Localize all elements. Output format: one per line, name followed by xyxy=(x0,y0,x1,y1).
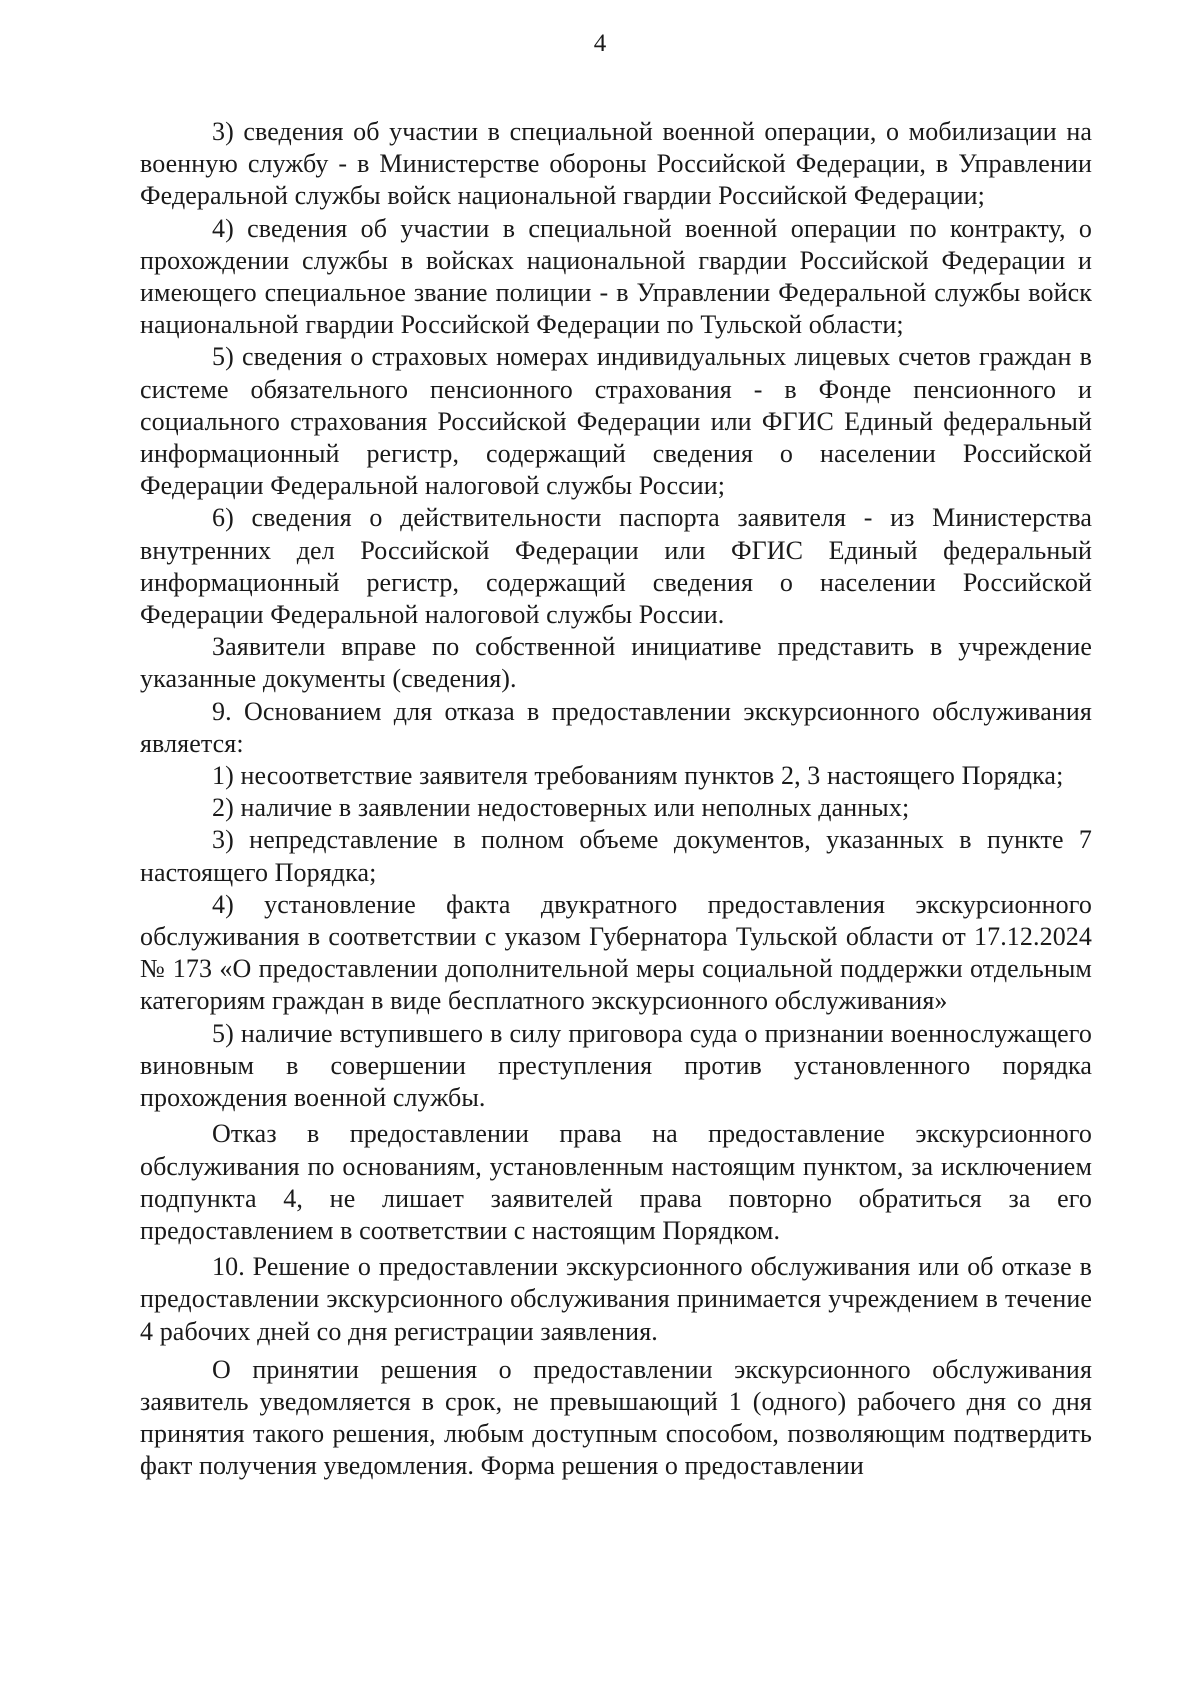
paragraph-refusal-1: 1) несоответствие заявителя требованиям пунктов 2, 3 настоящего Порядка; xyxy=(212,761,1064,791)
paragraph-decision-notice: О принятии решения о предоставлении экскурсионного обслуживания заявитель уведомляется в срок, не превышающий 1 (одного) рабочего дня со дня принятия такого решения, любым доступным способом, позволяющим подтвердить факт получения уведомления. Форма решения о предоставлении xyxy=(140,1354,1092,1481)
document-body xyxy=(140,116,1092,1483)
paragraph-refusal-2: 2) наличие в заявлении недостоверных или неполных данных; xyxy=(212,793,910,823)
page-number: 4 xyxy=(593,30,607,57)
paragraph-item-6: 6) сведения о действительности паспорта заявителя - из Министерства внутренних дел Российской Федерации или ФГИС Единый федеральный информационный регистр, содержащий сведения о населении Российской Федерации Федеральной налоговой службы России. xyxy=(140,503,1092,630)
paragraph-clause-9: 9. Основанием для отказа в предоставлении экскурсионного обслуживания является: xyxy=(140,696,1092,758)
paragraph-refusal-note: Отказ в предоставлении права на предоставление экскурсионного обслуживания по основаниям, установленным настоящим пунктом, за исключением подпункта 4, не лишает заявителей права повторно обратиться за его предоставлением в соответствии с настоящим Порядком. xyxy=(140,1119,1092,1245)
paragraph-refusal-5: 5) наличие вступившего в силу приговора суда о признании военнослужащего виновным в совершении преступления против установленного порядка прохождения военной службы. xyxy=(140,1018,1092,1113)
paragraph-applicants-right: Заявители вправе по собственной инициативе представить в учреждение указанные документы (сведения). xyxy=(140,632,1092,694)
paragraph-refusal-4: 4) установление факта двукратного предоставления экскурсионного обслуживания в соответствии с указом Губернатора Тульской области от 17.12.2024 № 173 «О предоставлении дополнительной меры социальной поддержки отдельным категориям граждан в виде бесплатного экскурсионного обслуживания» xyxy=(140,889,1092,1016)
paragraph-refusal-3: 3) непредставление в полном объеме документов, указанных в пункте 7 настоящего Порядка; xyxy=(140,825,1092,887)
paragraph-item-3: 3) сведения об участии в специальной военной операции, о мобилизации на военную службу - в Министерстве обороны Российской Федерации, в Управлении Федеральной службы войск национальной гвардии Российской Федерации; xyxy=(140,117,1092,211)
paragraph-clause-10: 10. Решение о предоставлении экскурсионного обслуживания или об отказе в предоставлении экскурсионного обслуживания принимается учреждением в течение 4 рабочих дней со дня регистрации заявления. xyxy=(140,1252,1092,1346)
paragraph-item-4: 4) сведения об участии в специальной военной операции по контракту, о прохождении службы в войсках национальной гвардии Российской Федерации и имеющего специальное звание полиции - в Управлении Федеральной службы войск национальной гвардии Российской Федерации по Тульской области; xyxy=(140,213,1092,340)
paragraph-item-5: 5) сведения о страховых номерах индивидуальных лицевых счетов граждан в системе обязательного пенсионного страхования - в Фонде пенсионного и социального страхования Российской Федерации или ФГИС Единый федеральный информационный регистр, содержащий сведения о населении Российской Федерации Федеральной налоговой службы России; xyxy=(140,342,1092,501)
